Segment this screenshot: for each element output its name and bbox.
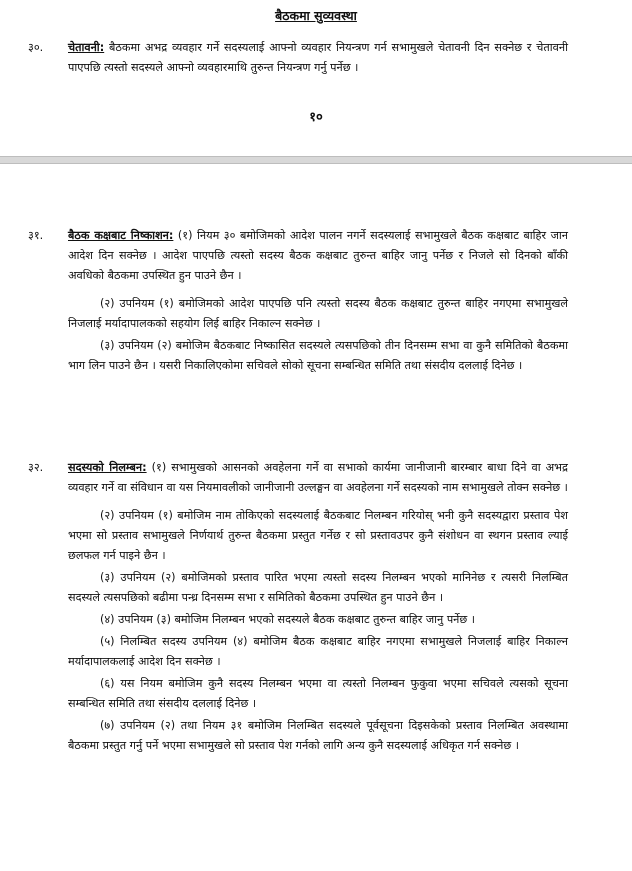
rule-30 (28, 38, 568, 78)
page-10 (0, 0, 632, 156)
paragraph-text: (१) नियम ३० बमोजिमको आदेश पालन नगर्ने सदस्यलाई सभामुखले बैठक कक्षबाट बाहिर जान आदेश दिन सक्नेछ । आदेश पाएपछि त्यस्तो सदस्य बैठक कक्षबाट तुरुन्त बाहिर जानु पर्नेछ र निजले सो दिनको बाँकी अवधिको बैठकमा उपस्थित हुन पाउने छैन । (68, 229, 569, 282)
section-heading: बैठकमा सुव्यवस्था (275, 8, 357, 23)
rule-32 (28, 458, 568, 756)
paragraph: (३) उपनियम (२) बमोजिमको प्रस्ताव पारित भएमा त्यस्तो सदस्य निलम्बन भएको मानिनेछ र त्यसरी निलम्बित सदस्यले त्यसपछिको बढीमा पन्ध्र दिनसम्म सभा र समितिको बैठकमा उपस्थित हुन पाउने छैन । (68, 571, 568, 604)
paragraph: (३) उपनियम (२) बमोजिम बैठकबाट निष्कासित सदस्यले त्यसपछिको तीन दिनसम्म सभा वा कुनै समितिको बैठकमा भाग लिन पाउने छैन । यसरी निकालिएकोमा सचिवले सोको सूचना सम्बन्धित समिति तथा संसदीय दललाई दिनेछ । (68, 339, 568, 372)
paragraph: (७) उपनियम (२) तथा नियम ३१ बमोजिम निलम्बित सदस्यले पूर्वसूचना दिइसकेको प्रस्ताव निलम्बित अवस्थामा बैठकमा प्रस्तुत गर्नु पर्ने भएमा सभामुखले सो प्रस्ताव पेश गर्नको लागि अन्य कुनै सदस्यलाई अधिकृत गर्न सक्नेछ । (68, 719, 568, 752)
paragraph: (२) उपनियम (१) बमोजिम नाम तोकिएको सदस्यलाई बैठकबाट निलम्बन गरियोस् भनी कुनै सदस्यद्वारा प्रस्ताव पेश भएमा सो प्रस्ताव सभामुखले निर्णयार्थ तुरुन्त बैठकमा प्रस्तुत गर्नेछ र सो प्रस्तावउपर कुनै संशोधन वा स्थगन प्रस्ताव ल्याई छलफल गर्न पाइने छैन । (68, 509, 568, 562)
rule-number: ३०. (28, 41, 44, 54)
rule-title: चेतावनी: (68, 41, 105, 54)
paragraph: (६) यस नियम बमोजिम कुनै सदस्य निलम्बन भएमा वा त्यस्तो निलम्बन फुकुवा भएमा सचिवले त्यसको सूचना सम्बन्धित समिति तथा संसदीय दललाई दिनेछ । (68, 677, 568, 710)
page-number: १० (309, 110, 323, 125)
rule-number: ३२. (28, 461, 44, 474)
rule-title: बैठक कक्षबाट निष्काशन: (68, 229, 174, 242)
page-11 (0, 164, 632, 871)
rule-body: बैठकमा अभद्र व्यवहार गर्ने सदस्यलाई आफ्नो व्यवहार नियन्त्रण गर्न सभामुखले चेतावनी दिन सक्नेछ र चेतावनी पाएपछि त्यस्तो सदस्यले आफ्नो व्यवहारमाथि तुरुन्त नियन्त्रण गर्नु पर्नेछ । (68, 41, 568, 74)
paragraph: (४) उपनियम (३) बमोजिम निलम्बन भएको सदस्यले बैठक कक्षबाट तुरुन्त बाहिर जानु पर्नेछ । (100, 613, 476, 626)
rule-text (68, 38, 568, 78)
paragraph (68, 458, 568, 498)
paragraph (68, 226, 568, 286)
rule-number: ३१. (28, 229, 44, 242)
page-separator (0, 156, 632, 164)
paragraph-text: (१) सभामुखको आसनको अवहेलना गर्ने वा सभाको कार्यमा जानीजानी बारम्बार बाधा दिने वा अभद्र व्यवहार गर्ने वा संविधान वा यस नियमावलीको जानीजानी उल्लङ्घन वा अवहेलना गर्ने सदस्यको नाम सभामुखले तोक्न सक्नेछ । (68, 461, 568, 494)
rule-31 (28, 226, 569, 376)
rule-title: सदस्यको निलम्बन: (68, 461, 147, 474)
paragraph: (२) उपनियम (१) बमोजिमको आदेश पाएपछि पनि त्यस्तो सदस्य बैठक कक्षबाट तुरुन्त बाहिर नगएमा सभामुखले निजलाई मर्यादापालकको सहयोग लिई बाहिर निकाल्न सक्नेछ । (68, 297, 568, 330)
paragraph: (५) निलम्बित सदस्य उपनियम (४) बमोजिम बैठक कक्षबाट बाहिर नगएमा सभामुखले निजलाई बाहिर निकाल्न मर्यादापालकलाई आदेश दिन सक्नेछ । (68, 635, 568, 668)
